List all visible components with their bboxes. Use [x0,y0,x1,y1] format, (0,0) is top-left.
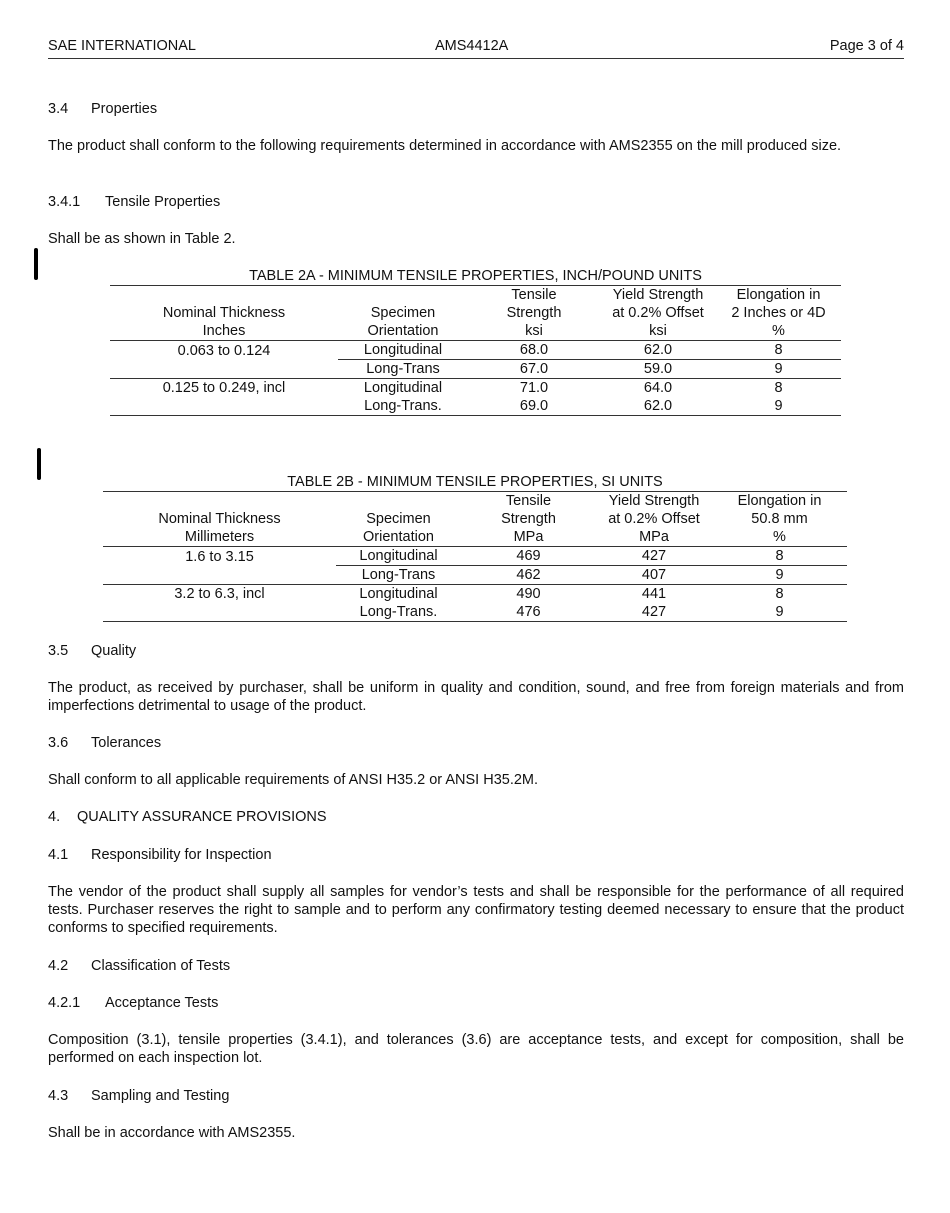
paragraph-3-5: The product, as received by purchaser, shall be uniform in quality and condition, sound, and free from foreign materials and from imperfections detrimental to usage of the product. [48,680,904,714]
heading-4-3: 4.3 Sampling and Testing [48,1088,230,1104]
table-header-row: Nominal Thickness Specimen Strength at 0.2% Offset 2 Inches or 4D [162,305,826,321]
table-row: 1.6 to 3.15 Longitudinal 469 427 8 [103,547,847,566]
table-header-row: Millimeters Orientation MPa MPa % [103,528,847,547]
header-doc-number: AMS4412A [435,38,509,54]
heading-3-4: 3.4 Properties [48,101,158,117]
change-bar [37,448,41,480]
header-page-number: Page 3 of 4 [829,38,904,54]
table-row: 3.2 to 6.3, incl Longitudinal 490 441 8 [174,586,784,602]
table-row: Long-Trans. 476 427 9 [103,603,847,622]
paragraph-3-6: Shall conform to all applicable requirements of ANSI H35.2 or ANSI H35.2M. [48,772,539,788]
table-2a [110,285,841,416]
table-row: Long-Trans 462 407 9 [103,566,847,585]
paragraph-4-3: Shall be in accordance with AMS2355. [48,1125,296,1141]
heading-4: 4. QUALITY ASSURANCE PROVISIONS [48,809,327,825]
table-header-row: Nominal Thickness Specimen Strength at 0.2% Offset 50.8 mm [158,511,808,527]
table-header-row: Inches Orientation ksi ksi % [110,322,841,341]
heading-3-4-1: 3.4.1 Tensile Properties [48,194,221,210]
table-header-row: Tensile Yield Strength Elongation in [103,492,847,511]
table-2b-caption: TABLE 2B - MINIMUM TENSILE PROPERTIES, SI UNITS [287,474,663,490]
table-row: 0.125 to 0.249, incl Longitudinal 71.0 64.0 8 [162,380,783,396]
heading-4-1: 4.1 Responsibility for Inspection [48,847,272,863]
table-row: 0.063 to 0.124 Longitudinal 68.0 62.0 8 [110,341,841,360]
change-bar [34,248,38,280]
table-2b [103,491,847,622]
page-header [48,36,904,59]
heading-3-6: 3.6 Tolerances [48,735,162,751]
table-2a-caption: TABLE 2A - MINIMUM TENSILE PROPERTIES, INCH/POUND UNITS [249,268,702,284]
paragraph-3-4: The product shall conform to the following requirements determined in accordance with AMS2355 on the mill produced size. [48,138,842,154]
paragraph-4-1: The vendor of the product shall supply all samples for vendor’s tests and shall be responsible for the performance of all required tests. Purchaser reserves the right to sample and to perform any confirmatory testing deemed necessary to ensure that the product conforms to specified requirements. [48,884,904,936]
table-row: Long-Trans 67.0 59.0 9 [110,360,841,379]
paragraph-4-2-1: Composition (3.1), tensile properties (3.4.1), and tolerances (3.6) are acceptance tests, and except for composition, shall be performed on each inspection lot. [48,1032,904,1066]
heading-4-2-1: 4.2.1 Acceptance Tests [48,995,219,1011]
table-row: Long-Trans. 69.0 62.0 9 [110,397,841,416]
heading-3-5: 3.5 Quality [48,643,137,659]
paragraph-3-4-1: Shall be as shown in Table 2. [48,231,236,247]
heading-4-2: 4.2 Classification of Tests [48,958,231,974]
header-org: SAE INTERNATIONAL [48,38,196,54]
table-header-row: Tensile Yield Strength Elongation in [110,286,841,305]
